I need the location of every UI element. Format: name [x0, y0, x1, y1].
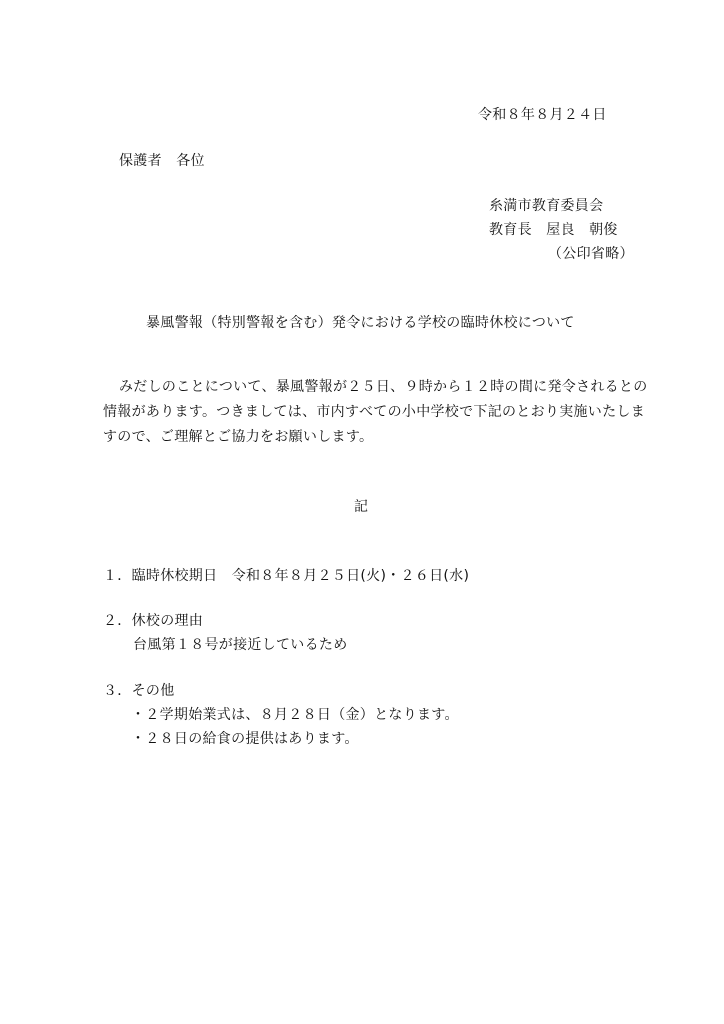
item-closure-dates: １．臨時休校期日 令和８年８月２５日(火)・２６日(水) [103, 568, 470, 584]
issuer-organization: 糸満市教育委員会 [489, 198, 604, 214]
body-line-3: すので、ご理解とご協力をお願いします。 [103, 429, 374, 445]
item-other-heading: ３．その他 [103, 683, 175, 699]
issue-date: 令和８年８月２４日 [478, 107, 607, 123]
item-reason-heading: ２．休校の理由 [103, 613, 204, 629]
ki-heading: 記 [354, 499, 369, 515]
item-reason-detail: 台風第１８号が接近しているため [133, 637, 348, 653]
issuer-name: 教育長 屋良 朝俊 [489, 222, 618, 238]
recipient-line: 保護者 各位 [119, 153, 205, 169]
item-other-ceremony: ・２学期始業式は、８月２８日（金）となります。 [131, 707, 459, 723]
item-other-lunch: ・２８日の給食の提供はあります。 [131, 731, 359, 747]
body-line-1: みだしのことについて、暴風警報が２５日、９時から１２時の間に発令されるとの [119, 379, 648, 395]
document-title: 暴風警報（特別警報を含む）発令における学校の臨時休校について [146, 315, 575, 331]
body-line-2: 情報があります。つきましては、市内すべての小中学校で下記のとおり実施いたしま [103, 404, 645, 420]
seal-omitted-note: （公印省略） [548, 246, 634, 262]
